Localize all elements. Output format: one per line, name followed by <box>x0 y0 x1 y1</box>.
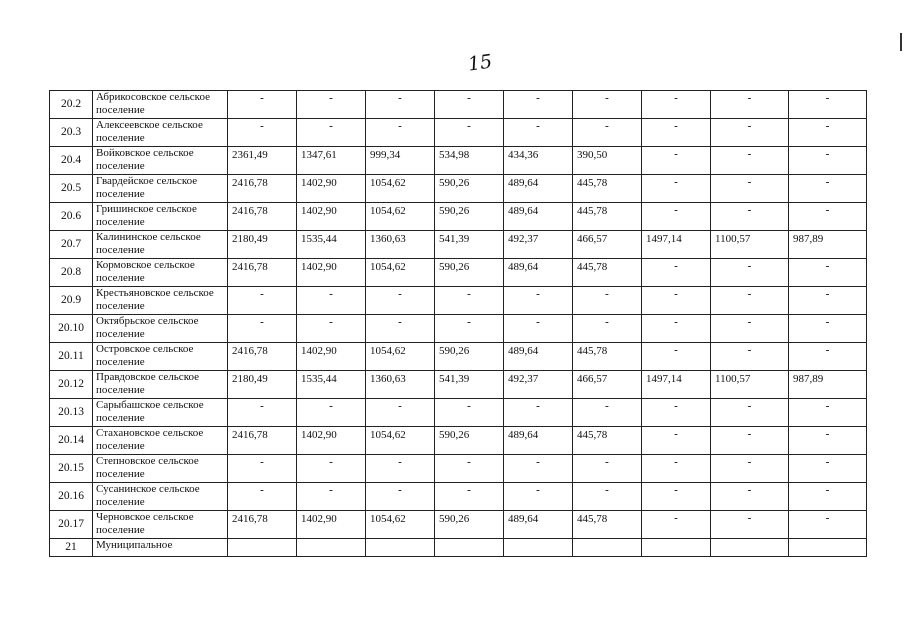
table-row <box>50 315 867 343</box>
value-cell: - <box>642 203 711 231</box>
value-cell: - <box>573 119 642 147</box>
value-cell: - <box>228 399 297 427</box>
value-cell: - <box>366 483 435 511</box>
value-cell: - <box>435 287 504 315</box>
value-cell: 1054,62 <box>366 259 435 287</box>
value-cell: - <box>642 455 711 483</box>
table-row <box>50 539 867 557</box>
value-cell: 1054,62 <box>366 343 435 371</box>
value-cell: - <box>789 203 867 231</box>
table-row <box>50 455 867 483</box>
value-cell: - <box>297 119 366 147</box>
value-cell: 2416,78 <box>228 175 297 203</box>
value-cell: - <box>789 287 867 315</box>
value-cell: - <box>435 91 504 119</box>
value-cell: 466,57 <box>573 231 642 259</box>
settlement-name: Островское сельское поселение <box>93 343 228 371</box>
row-number: 20.3 <box>50 119 93 147</box>
value-cell: - <box>573 455 642 483</box>
value-cell: - <box>711 483 789 511</box>
value-cell: - <box>711 343 789 371</box>
value-cell: - <box>366 119 435 147</box>
tariff-table <box>49 90 867 557</box>
value-cell: 2180,49 <box>228 231 297 259</box>
value-cell: - <box>297 91 366 119</box>
settlement-name: Октябрьское сельское поселение <box>93 315 228 343</box>
value-cell: - <box>711 455 789 483</box>
value-cell: 1497,14 <box>642 231 711 259</box>
value-cell: - <box>711 91 789 119</box>
settlement-name: Стахановское сельское поселение <box>93 427 228 455</box>
value-cell: - <box>435 119 504 147</box>
value-cell: 1402,90 <box>297 203 366 231</box>
value-cell: 987,89 <box>789 371 867 399</box>
row-number: 20.17 <box>50 511 93 539</box>
value-cell <box>504 539 573 557</box>
value-cell: - <box>228 315 297 343</box>
value-cell: 466,57 <box>573 371 642 399</box>
page-number: 15 <box>466 50 494 76</box>
value-cell <box>642 539 711 557</box>
value-cell: 445,78 <box>573 259 642 287</box>
table-row <box>50 231 867 259</box>
row-number: 20.14 <box>50 427 93 455</box>
row-number: 20.5 <box>50 175 93 203</box>
table-row <box>50 91 867 119</box>
value-cell: - <box>642 175 711 203</box>
value-cell: - <box>642 315 711 343</box>
settlement-name: Сарыбашское сельское поселение <box>93 399 228 427</box>
value-cell: - <box>504 91 573 119</box>
row-number: 20.10 <box>50 315 93 343</box>
settlement-name: Правдовское сельское поселение <box>93 371 228 399</box>
row-number: 20.16 <box>50 483 93 511</box>
value-cell: 1054,62 <box>366 511 435 539</box>
value-cell: 590,26 <box>435 203 504 231</box>
value-cell: 1402,90 <box>297 175 366 203</box>
row-number: 20.2 <box>50 91 93 119</box>
value-cell: - <box>297 287 366 315</box>
value-cell: - <box>573 399 642 427</box>
value-cell: - <box>366 399 435 427</box>
value-cell: - <box>366 455 435 483</box>
value-cell: - <box>573 315 642 343</box>
table-row <box>50 175 867 203</box>
value-cell <box>297 539 366 557</box>
table-row <box>50 287 867 315</box>
value-cell: 541,39 <box>435 371 504 399</box>
value-cell: - <box>228 455 297 483</box>
value-cell: - <box>504 119 573 147</box>
value-cell: 1360,63 <box>366 371 435 399</box>
value-cell: 2416,78 <box>228 203 297 231</box>
settlement-name: Кормовское сельское поселение <box>93 259 228 287</box>
value-cell <box>228 539 297 557</box>
settlement-name: Алексеевское сельское поселение <box>93 119 228 147</box>
value-cell: 2416,78 <box>228 511 297 539</box>
value-cell: - <box>711 147 789 175</box>
value-cell <box>435 539 504 557</box>
value-cell: - <box>297 399 366 427</box>
value-cell: 2180,49 <box>228 371 297 399</box>
value-cell: 590,26 <box>435 343 504 371</box>
row-number: 20.11 <box>50 343 93 371</box>
settlement-name: Калининское сельское поселение <box>93 231 228 259</box>
value-cell: 1402,90 <box>297 511 366 539</box>
value-cell: - <box>642 287 711 315</box>
value-cell: - <box>789 147 867 175</box>
row-number: 20.12 <box>50 371 93 399</box>
value-cell: - <box>642 147 711 175</box>
value-cell: - <box>711 175 789 203</box>
value-cell: - <box>642 119 711 147</box>
value-cell: - <box>435 399 504 427</box>
table-row <box>50 259 867 287</box>
value-cell: - <box>789 427 867 455</box>
value-cell: - <box>711 427 789 455</box>
value-cell: 1347,61 <box>297 147 366 175</box>
value-cell: 489,64 <box>504 259 573 287</box>
row-number: 20.6 <box>50 203 93 231</box>
value-cell: - <box>435 455 504 483</box>
row-number: 20.13 <box>50 399 93 427</box>
value-cell: 590,26 <box>435 259 504 287</box>
value-cell: 541,39 <box>435 231 504 259</box>
table-row <box>50 371 867 399</box>
value-cell: 390,50 <box>573 147 642 175</box>
value-cell: - <box>366 91 435 119</box>
value-cell: - <box>789 455 867 483</box>
value-cell: - <box>789 119 867 147</box>
value-cell <box>366 539 435 557</box>
value-cell: 1054,62 <box>366 175 435 203</box>
settlement-name: Гришинское сельское поселение <box>93 203 228 231</box>
table-row <box>50 343 867 371</box>
value-cell: - <box>642 483 711 511</box>
value-cell: - <box>297 315 366 343</box>
value-cell: - <box>228 287 297 315</box>
value-cell: - <box>789 399 867 427</box>
value-cell: 1535,44 <box>297 371 366 399</box>
value-cell: - <box>711 287 789 315</box>
value-cell: 489,64 <box>504 203 573 231</box>
settlement-name: Войковское сельское поселение <box>93 147 228 175</box>
value-cell <box>711 539 789 557</box>
value-cell: - <box>504 483 573 511</box>
row-number: 21 <box>50 539 93 557</box>
value-cell: 590,26 <box>435 511 504 539</box>
value-cell <box>789 539 867 557</box>
value-cell: 2416,78 <box>228 259 297 287</box>
value-cell: 445,78 <box>573 511 642 539</box>
value-cell: - <box>642 399 711 427</box>
value-cell: 492,37 <box>504 371 573 399</box>
table-row <box>50 203 867 231</box>
value-cell: - <box>366 315 435 343</box>
value-cell: 445,78 <box>573 343 642 371</box>
value-cell: - <box>573 91 642 119</box>
value-cell: - <box>573 483 642 511</box>
value-cell: - <box>789 315 867 343</box>
value-cell: 1100,57 <box>711 231 789 259</box>
row-number: 20.15 <box>50 455 93 483</box>
value-cell: - <box>789 175 867 203</box>
value-cell: - <box>711 315 789 343</box>
value-cell: 434,36 <box>504 147 573 175</box>
value-cell: - <box>504 315 573 343</box>
value-cell: - <box>642 259 711 287</box>
value-cell: 1054,62 <box>366 203 435 231</box>
value-cell: 445,78 <box>573 203 642 231</box>
row-number: 20.4 <box>50 147 93 175</box>
value-cell: - <box>711 203 789 231</box>
value-cell: 987,89 <box>789 231 867 259</box>
table-row <box>50 427 867 455</box>
value-cell: 999,34 <box>366 147 435 175</box>
value-cell: 2416,78 <box>228 343 297 371</box>
value-cell: 1497,14 <box>642 371 711 399</box>
table-row <box>50 483 867 511</box>
value-cell: 1054,62 <box>366 427 435 455</box>
value-cell: - <box>789 343 867 371</box>
settlement-name: Сусанинское сельское поселение <box>93 483 228 511</box>
value-cell: - <box>711 259 789 287</box>
table-body <box>50 91 867 557</box>
value-cell: 1402,90 <box>297 343 366 371</box>
table-row <box>50 511 867 539</box>
value-cell: 2416,78 <box>228 427 297 455</box>
value-cell: 534,98 <box>435 147 504 175</box>
value-cell: - <box>642 511 711 539</box>
value-cell: - <box>228 91 297 119</box>
settlement-name: Абрикосовское сельское поселение <box>93 91 228 119</box>
value-cell: 590,26 <box>435 427 504 455</box>
value-cell: 489,64 <box>504 511 573 539</box>
value-cell: - <box>435 483 504 511</box>
settlement-name: Черновское сельское поселение <box>93 511 228 539</box>
value-cell: - <box>789 91 867 119</box>
value-cell: - <box>711 399 789 427</box>
scan-edge-mark <box>900 33 902 51</box>
value-cell: - <box>366 287 435 315</box>
table-row <box>50 147 867 175</box>
value-cell: - <box>228 483 297 511</box>
value-cell: 492,37 <box>504 231 573 259</box>
value-cell: - <box>504 287 573 315</box>
table-row <box>50 399 867 427</box>
value-cell: - <box>504 455 573 483</box>
value-cell: 445,78 <box>573 427 642 455</box>
value-cell: 1360,63 <box>366 231 435 259</box>
value-cell: - <box>642 91 711 119</box>
value-cell: 489,64 <box>504 175 573 203</box>
value-cell: 489,64 <box>504 343 573 371</box>
value-cell: 489,64 <box>504 427 573 455</box>
value-cell: 2361,49 <box>228 147 297 175</box>
settlement-name: Степновское сельское поселение <box>93 455 228 483</box>
value-cell: - <box>642 427 711 455</box>
value-cell: - <box>573 287 642 315</box>
value-cell: - <box>642 343 711 371</box>
value-cell: 1100,57 <box>711 371 789 399</box>
value-cell: 1535,44 <box>297 231 366 259</box>
row-number: 20.9 <box>50 287 93 315</box>
row-number: 20.8 <box>50 259 93 287</box>
row-number: 20.7 <box>50 231 93 259</box>
settlement-name: Крестьяновское сельское поселение <box>93 287 228 315</box>
table-row <box>50 119 867 147</box>
value-cell <box>573 539 642 557</box>
value-cell: - <box>297 455 366 483</box>
value-cell: - <box>789 511 867 539</box>
value-cell: - <box>711 119 789 147</box>
value-cell: - <box>789 483 867 511</box>
value-cell: 1402,90 <box>297 427 366 455</box>
settlement-name: Муниципальное <box>93 539 228 557</box>
value-cell: - <box>789 259 867 287</box>
value-cell: - <box>504 399 573 427</box>
value-cell: - <box>711 511 789 539</box>
value-cell: 590,26 <box>435 175 504 203</box>
value-cell: 445,78 <box>573 175 642 203</box>
value-cell: - <box>435 315 504 343</box>
value-cell: - <box>228 119 297 147</box>
value-cell: - <box>297 483 366 511</box>
value-cell: 1402,90 <box>297 259 366 287</box>
settlement-name: Гвардейское сельское поселение <box>93 175 228 203</box>
